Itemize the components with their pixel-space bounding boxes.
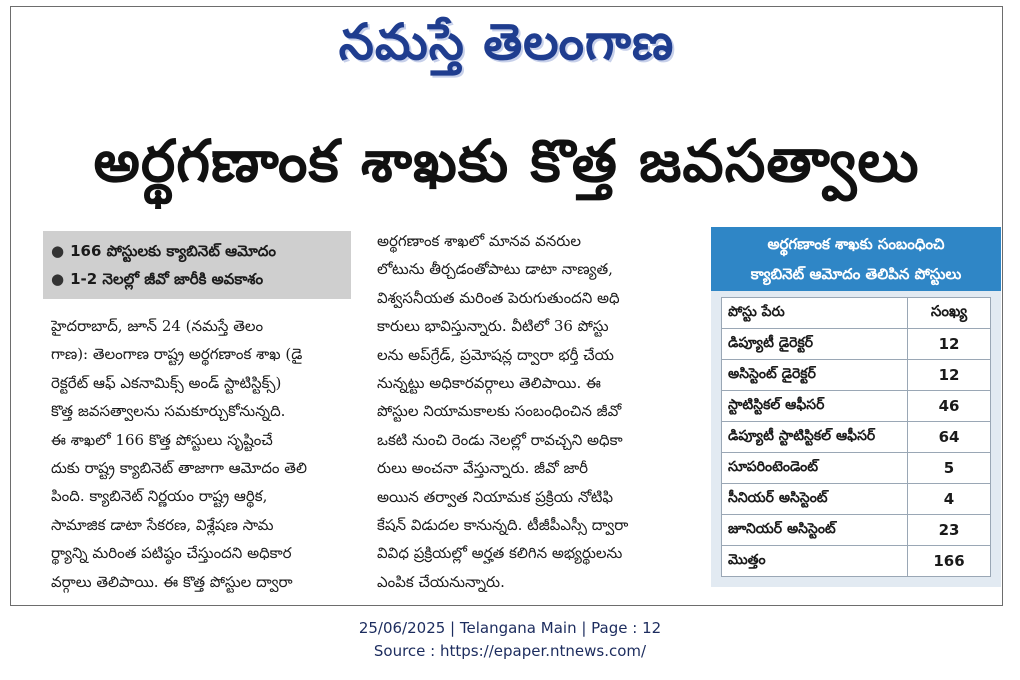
article-column-1 — [51, 312, 349, 596]
text-line: ర్థ్యాన్ని మరింత పటిష్ఠం చేస్తుందని అధికార — [51, 544, 292, 563]
table-row — [722, 453, 991, 484]
newspaper-masthead: నమస్తే తెలంగాణ — [338, 13, 675, 71]
post-count: 4 — [908, 484, 991, 515]
text-line: రులు అంచనా వేస్తున్నారు. జీవో జారీ — [377, 459, 589, 478]
text-line: కారులు భావిస్తున్నారు. వీటిలో 36 పోస్టు — [377, 317, 609, 336]
text-line: ఎంపిక చేయనున్నారు. — [377, 572, 505, 591]
highlight-item: ● 166 పోస్టులకు క్యాబినెట్ ఆమోదం — [51, 242, 276, 260]
post-count: 64 — [908, 422, 991, 453]
post-count: 12 — [908, 360, 991, 391]
text-line: రెక్టరేట్ ఆఫ్ ఎకనామిక్స్ అండ్ స్టాటిస్టిక్స్) — [51, 373, 282, 392]
post-count: 23 — [908, 515, 991, 546]
text-line: లను అప్‌గ్రేడ్, ప్రమోషన్ల ద్వారా భర్తీ చేయ — [377, 345, 614, 364]
text-line: వర్గాలు తెలిపాయి. ఈ కొత్త పోస్టుల ద్వారా — [51, 572, 293, 591]
post-count: 12 — [908, 329, 991, 360]
text-line: వివిధ ప్రక్రియల్లో అర్హత కలిగిన అభ్యర్థులను — [377, 544, 623, 563]
highlight-item: ● 1-2 నెలల్లో జీవో జారీకి అవకాశం — [51, 270, 264, 288]
text-line: నున్నట్టు అధికారవర్గాలు తెలిపాయి. ఈ — [377, 373, 601, 392]
clipping-frame — [10, 6, 1003, 606]
column-header-post: పోస్టు పేరు — [722, 298, 908, 329]
table-row — [722, 391, 991, 422]
post-name: డిప్యూటీ డైరెక్టర్ — [722, 329, 908, 360]
post-count: 5 — [908, 453, 991, 484]
table-row — [722, 422, 991, 453]
article-headline: అర్థగణాంక శాఖకు కొత్త జవసత్వాలు — [93, 127, 920, 195]
highlights-box — [43, 231, 351, 299]
posts-sidebar-box — [711, 227, 1001, 587]
post-name: అసిస్టెంట్ డైరెక్టర్ — [722, 360, 908, 391]
text-line: పింది. క్యాబినెట్ నిర్ణయం రాష్ట్ర ఆర్థిక, — [51, 487, 268, 506]
post-name: సీనియర్ అసిస్టెంట్ — [722, 484, 908, 515]
table-header-row — [722, 298, 991, 329]
column-header-count: సంఖ్య — [908, 298, 991, 329]
text-line: కొత్త జవసత్వాలను సమకూర్చుకోనున్నది. — [51, 402, 286, 421]
text-line: గాణ): తెలంగాణ రాష్ట్ర అర్థగణాంక శాఖ (డై — [51, 345, 303, 364]
text-line: విశ్వసనీయత మరింత పెరుగుతుందని అధి — [377, 288, 620, 307]
bullet-icon: ● — [51, 270, 65, 288]
table-row — [722, 360, 991, 391]
post-name: జూనియర్ అసిస్టెంట్ — [722, 515, 908, 546]
text-line: అయిన తర్వాత నియామక ప్రక్రియ నోటిఫి — [377, 487, 614, 506]
clipping-date-line: 25/06/2025 | Telangana Main | Page : 12 — [358, 619, 662, 637]
text-line: పోస్టుల నియామకాలకు సంబంధించిన జీవో — [377, 402, 622, 421]
text-line: కేషన్ విడుదల కానున్నది. టీజీపీఎస్సీ ద్వారా — [377, 515, 629, 534]
total-label: మొత్తం — [722, 546, 908, 577]
clipping-source-line: Source : https://epaper.ntnews.com/ — [373, 642, 647, 660]
post-name: స్టాటిస్టికల్ ఆఫీసర్ — [722, 391, 908, 422]
bullet-icon: ● — [51, 242, 65, 260]
article-column-2 — [377, 227, 677, 596]
text-line: హైదరాబాద్, జూన్ 24 (నమస్తే తెలం — [51, 317, 264, 335]
text-line: అర్థగణాంక శాఖలో మానవ వనరుల — [377, 232, 582, 250]
text-line: సామాజిక డాటా సేకరణ, విశ్లేషణ సామ — [51, 515, 274, 534]
table-row — [722, 484, 991, 515]
text-line: ఒకటి నుంచి రెండు నెలల్లో రావచ్చని అధికా — [377, 430, 623, 449]
text-line: దుకు రాష్ట్ర క్యాబినెట్ తాజాగా ఆమోదం తెలి — [51, 458, 307, 477]
text-line: ఈ శాఖలో 166 కొత్త పోస్టులు సృష్టించే — [51, 430, 273, 449]
text-line: లోటును తీర్చడంతోపాటు డాటా నాణ్యత, — [377, 260, 613, 279]
table-total-row — [722, 546, 991, 577]
posts-table — [721, 297, 991, 577]
total-count: 166 — [908, 546, 991, 577]
posts-box-title: అర్థగణాంక శాఖకు సంబంధించి క్యాబినెట్ ఆమోదం తెలిపిన పోస్టులు — [711, 227, 1001, 291]
table-row — [722, 329, 991, 360]
post-name: సూపరింటెండెంట్ — [722, 453, 908, 484]
table-row — [722, 515, 991, 546]
post-name: డిప్యూటీ స్టాటిస్టికల్ ఆఫీసర్ — [722, 422, 908, 453]
post-count: 46 — [908, 391, 991, 422]
